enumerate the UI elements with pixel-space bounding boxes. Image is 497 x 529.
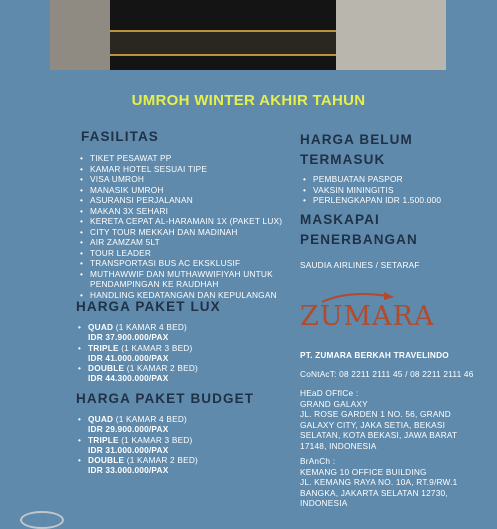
- room-desc: (1 KAMAR 2 BED): [126, 363, 198, 374]
- fasilitas-list: [77, 153, 305, 300]
- address-line: KEMANG 10 OFFICE BUILDING: [300, 466, 427, 477]
- address-line: INDONESIA: [300, 498, 348, 508]
- list-item: • TIKET PESAWAT PP: [90, 153, 305, 164]
- lux-title: HARGA PAKET LUX: [76, 299, 221, 314]
- maskapai-title-line1: MASKAPAI: [300, 212, 380, 227]
- price-row: [76, 435, 198, 445]
- list-item: • KAMAR HOTEL SESUAI TIPE: [90, 164, 305, 175]
- price-row: [76, 343, 198, 353]
- list-item: • VAKSIN MININGITIS: [313, 185, 497, 196]
- address-line: SELATAN, KOTA BEKASI, JAWA BARAT: [300, 430, 458, 440]
- kaaba-photo: [50, 0, 446, 70]
- photo-kiswah-band: [110, 30, 336, 56]
- address-line: BANGKA, JAKARTA SELATAN 12730,: [300, 487, 448, 498]
- budget-prices: [76, 414, 198, 476]
- branch-office-label: BrAnCh :: [300, 456, 336, 466]
- list-item: • TOUR LEADER: [90, 248, 305, 259]
- headline: UMROH WINTER AKHIR TAHUN: [131, 92, 366, 109]
- room-desc: (1 KAMAR 3 BED): [121, 434, 193, 445]
- decorative-ring: [20, 511, 64, 529]
- company-name: PT. ZUMARA BERKAH TRAVELINDO: [300, 350, 449, 360]
- list-item: • PERLENGKAPAN IDR 1.500.000: [313, 195, 497, 206]
- photo-tower-left: [50, 0, 110, 70]
- list-item: • CITY TOUR MEKKAH DAN MADINAH: [90, 227, 305, 238]
- address-line: 17148, INDONESIA: [300, 440, 377, 451]
- head-office: [300, 388, 457, 451]
- price-amount: IDR 37.900.000/PAX: [88, 332, 169, 343]
- fasilitas-title: FASILITAS: [81, 129, 159, 144]
- price-row: [76, 363, 198, 373]
- address-line: JL. KEMANG RAYA NO. 10A, RT.9/RW.1: [300, 477, 458, 487]
- list-item: • HANDLING KEDATANGAN DAN KEPULANGAN: [90, 290, 305, 301]
- list-item: • VISA UMROH: [90, 174, 305, 185]
- room-desc: (1 KAMAR 3 BED): [121, 342, 193, 353]
- maskapai-title-line2: PENERBANGAN: [300, 232, 418, 247]
- photo-tower-right: [336, 0, 446, 70]
- list-item: • TRANSPORTASI BUS AC EKSKLUSIF: [90, 258, 305, 269]
- lux-prices: [76, 322, 198, 384]
- zumara-logo: [300, 288, 435, 338]
- branch-office: [300, 456, 457, 509]
- price-amount: IDR 29.900.000/PAX: [88, 424, 169, 435]
- address-line: GALAXY CITY, JAKA SETIA, BEKASI: [300, 419, 446, 430]
- price-amount: IDR 33.000.000/PAX: [88, 465, 169, 476]
- address-line: GRAND GALAXY: [300, 398, 368, 409]
- list-item: • MANASIK UMROH: [90, 185, 305, 196]
- room-type: QUAD: [88, 414, 114, 424]
- belum-title-line2: TERMASUK: [300, 152, 386, 167]
- maskapai-title: [300, 210, 418, 250]
- maskapai-text: SAUDIA AIRLINES / SETARAF: [300, 260, 420, 270]
- room-desc: (1 KAMAR 4 BED): [115, 322, 187, 332]
- list-item: • AIR ZAMZAM 5LT: [90, 237, 305, 248]
- price-row: [76, 414, 198, 424]
- price-amount: IDR 31.000.000/PAX: [88, 444, 169, 455]
- logo-wordmark: ZUMARA: [300, 301, 435, 332]
- price-row: [76, 455, 198, 465]
- list-item: • PEMBUATAN PASPOR: [313, 174, 497, 185]
- list-item: • MUTHAWWIF DAN MUTHAWWIFIYAH UNTUK PENDAMPINGAN KE RAUDHAH: [90, 269, 305, 290]
- room-type: TRIPLE: [88, 342, 119, 353]
- address-line: JL. ROSE GARDEN 1 NO. 56, GRAND: [300, 409, 451, 419]
- room-desc: (1 KAMAR 2 BED): [126, 455, 198, 466]
- company-contact: CoNtAcT: 08 2211 2111 45 / 08 2211 2111 46: [300, 369, 474, 379]
- price-amount: IDR 41.000.000/PAX: [88, 352, 169, 363]
- list-item: • KERETA CEPAT AL-HARAMAIN 1X (PAKET LUX): [90, 216, 305, 227]
- room-type: TRIPLE: [88, 434, 119, 445]
- room-desc: (1 KAMAR 4 BED): [115, 414, 187, 424]
- belum-list: [300, 174, 497, 206]
- room-type: DOUBLE: [88, 455, 125, 466]
- room-type: DOUBLE: [88, 363, 125, 374]
- price-row: [76, 322, 198, 332]
- room-type: QUAD: [88, 322, 114, 332]
- budget-title: HARGA PAKET BUDGET: [76, 391, 255, 406]
- belum-title-line1: HARGA BELUM: [300, 132, 413, 147]
- belum-title: [300, 130, 413, 170]
- list-item: • MAKAN 3X SEHARI: [90, 206, 305, 217]
- price-amount: IDR 44.300.000/PAX: [88, 373, 169, 384]
- list-item: • ASURANSI PERJALANAN: [90, 195, 305, 206]
- head-office-label: HEaD OFfICe :: [300, 388, 359, 398]
